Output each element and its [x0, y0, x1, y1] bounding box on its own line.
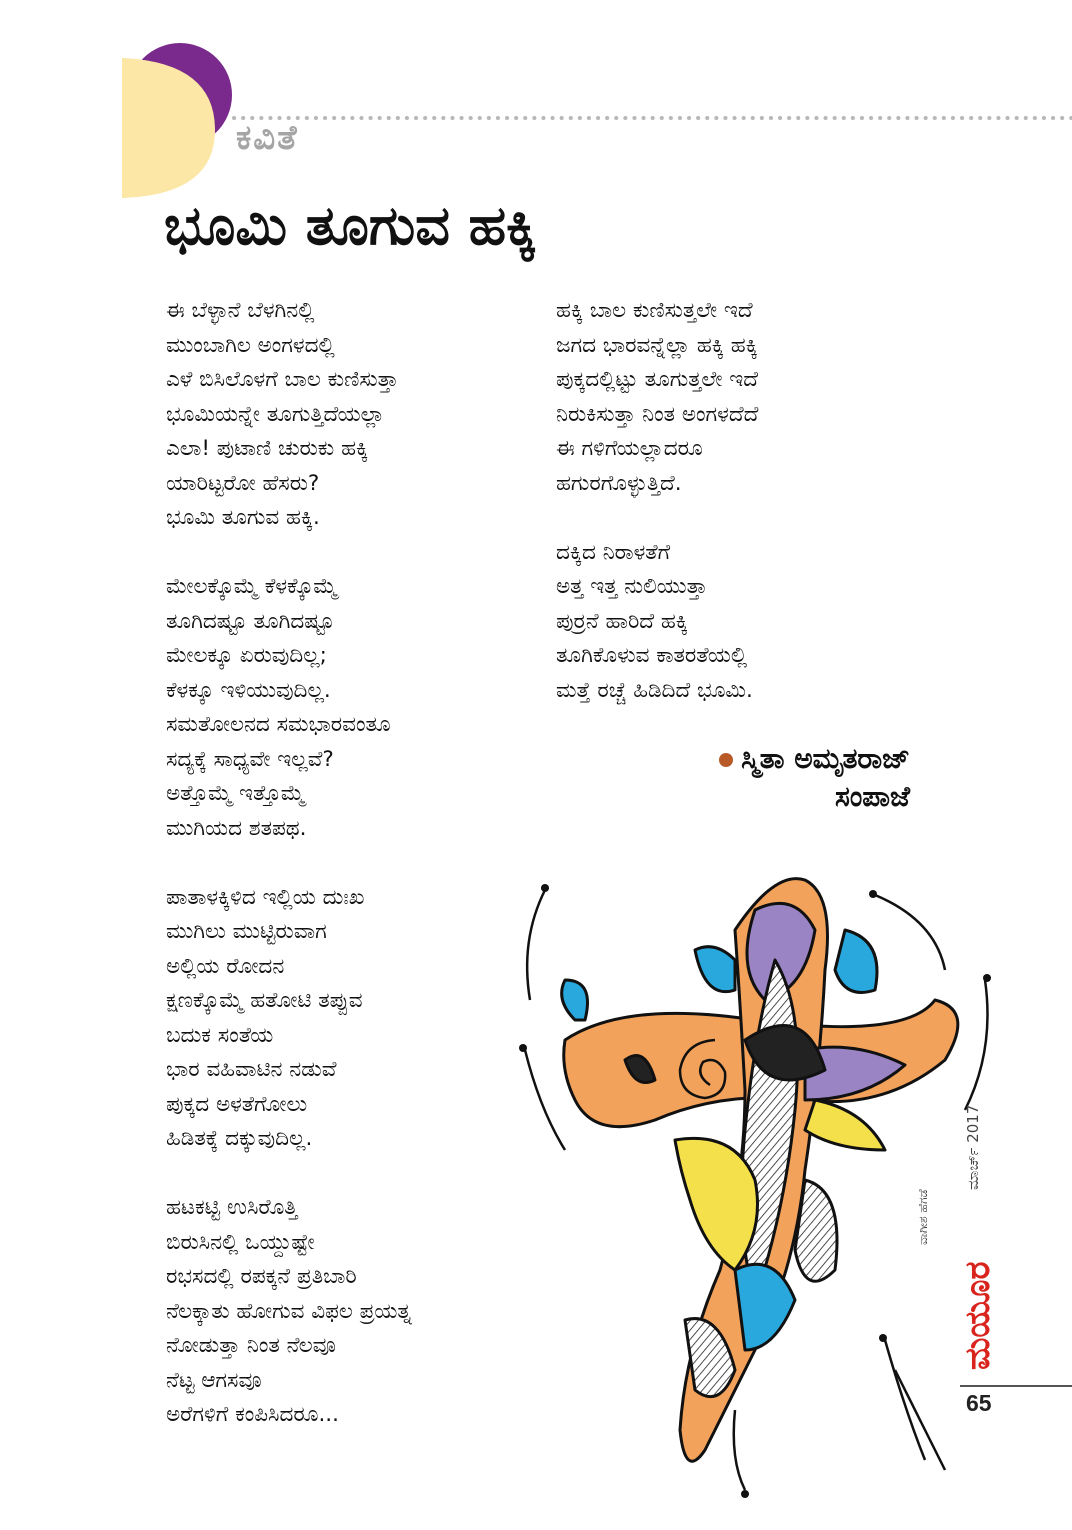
- poem-line: ಮುಂಬಾಗಿಲ ಅಂಗಳದಲ್ಲಿ: [166, 332, 335, 358]
- poem-line: ಪುರ್ರನೆ ಹಾರಿದೆ ಹಕ್ಕಿ: [556, 608, 688, 634]
- poem-line: ಹಗುರಗೊಳ್ಳುತ್ತಿದೆ.: [556, 470, 682, 496]
- poem-line: ನೋಡುತ್ತಾ ನಿಂತ ನೆಲವೂ: [166, 1333, 336, 1358]
- tail-line: [734, 1410, 745, 1490]
- left-lower-line: [525, 1050, 565, 1150]
- poem-line: ಕೆಳಕ್ಕೂ ಇಳಿಯುವುದಿಲ್ಲ.: [166, 677, 331, 703]
- poem-line: ಈ ಗಳಿಗೆಯಲ್ಲಾದರೂ: [556, 436, 703, 461]
- poem-line: ನೆಟ್ಟ ಆಗಸವೂ: [166, 1367, 262, 1393]
- poem-column-left: [166, 294, 412, 1467]
- poem-line: ಸದ್ಯಕ್ಕೆ ಸಾಧ್ಯವೇ ಇಲ್ಲವೆ?: [166, 746, 334, 772]
- blue-head-shape: [835, 930, 877, 993]
- poem-line: ಪಾತಾಳಕ್ಕಿಳಿದ ಇಲ್ಲಿಯ ದುಃಖ: [166, 884, 365, 910]
- blue-beak-shape: [695, 947, 735, 992]
- artist-credit: ವಾಗೀಶ ಹೆಗಡೆ: [916, 1189, 930, 1245]
- poem-stanza: [556, 294, 758, 501]
- poem-line: ಭೂಮಿಯನ್ನೇ ತೂಗುತ್ತಿದೆಯಲ್ಲಾ: [166, 401, 385, 427]
- poem-line: ಅತ್ತೊಮ್ಮೆ ಇತ್ತೊಮ್ಮೆ: [166, 781, 306, 806]
- poem-line: ಮೇಲಕ್ಕೂ ಏರುವುದಿಲ್ಲ;: [166, 643, 327, 668]
- blue-left-tip: [562, 980, 588, 1020]
- poem-line: ಮೇಲಕ್ಕೊಮ್ಮೆ ಕೆಳಕ್ಕೊಮ್ಮೆ: [166, 574, 338, 599]
- author-place: ಸಂಪಾಜೆ: [834, 780, 910, 813]
- page-number: 65: [966, 1390, 992, 1416]
- poem-stanza: [166, 881, 412, 1157]
- poem-line: ಎಳೆ ಬಿಸಿಲೊಳಗೆ ಬಾಲ ಕುಣಿಸುತ್ತಾ: [166, 367, 399, 392]
- left-swirl-line: [527, 890, 545, 1000]
- author-name: ಸ್ಮಿತಾ ಅಮೃತರಾಜ್: [741, 742, 910, 775]
- poem-line: ಮುಗಿಯದ ಶತಪಥ.: [166, 815, 307, 841]
- poem-line: ತೂಗಿಕೊಳುವ ಕಾತರತೆಯಲ್ಲಿ: [556, 643, 748, 668]
- poem-title: ಭೂಮಿ ತೂಗುವ ಹಕ್ಕಿ: [164, 194, 537, 257]
- poem-line: ಹಟಕಟ್ಟಿ ಉಸಿರೊತ್ತಿ: [166, 1195, 298, 1220]
- poem-line: ಸಮತೋಲನದ ಸಮಭಾರವಂತೂ: [166, 712, 391, 737]
- lower-right-line: [885, 1340, 925, 1460]
- blue-lower: [735, 1264, 795, 1350]
- magazine-issue: ಮಾರ್ಚ್ 2017: [964, 1104, 982, 1190]
- poem-line: ಪುಕ್ಕದಲ್ಲಿಟ್ಟು ತೂಗುತ್ತಲೇ ಇದೆ: [556, 367, 758, 392]
- poem-line: ಬಿರುಸಿನಲ್ಲಿ ಒಯ್ದುಷ್ಟೇ: [166, 1229, 315, 1255]
- poem-column-right: [556, 294, 758, 743]
- poem-line: ತೂಗಿದಷ್ಟೂ ತೂಗಿದಷ್ಟೂ: [166, 608, 335, 634]
- poem-line: ಭಾರ ವಹಿವಾಟಿನ ನಡುವೆ: [166, 1057, 337, 1082]
- page-rule: [960, 1385, 1072, 1387]
- poem-line: ಜಗದ ಭಾರವನ್ನೆಲ್ಲಾ ಹಕ್ಕಿ ಹಕ್ಕಿ: [556, 332, 758, 358]
- poem-stanza: [556, 536, 758, 709]
- poem-line: ಪುಕ್ಕದ ಅಳತೆಗೋಲು: [166, 1091, 308, 1117]
- poem-line: ಬದುಕ ಸಂತೆಯ: [166, 1022, 274, 1048]
- author-block: [719, 740, 910, 816]
- magazine-name: ಮಯೂರ: [958, 1261, 998, 1370]
- poem-line: ರಭಸದಲ್ಲಿ ರಪಕ್ಕನೆ ಪ್ರತಿಬಾರಿ: [166, 1264, 357, 1289]
- poem-line: ಕ್ಷಣಕ್ಕೊಮ್ಮೆ ಹತೋಟಿ ತಪ್ಪುವ: [166, 988, 363, 1013]
- poem-stanza: [166, 570, 412, 846]
- poem-stanza: [166, 1191, 412, 1433]
- poem-stanza: [166, 294, 412, 536]
- poem-line: ಮತ್ತೆ ರಚ್ಚೆ ಹಿಡಿದಿದೆ ಭೂಮಿ.: [556, 677, 753, 703]
- lower-right-line-2: [895, 1370, 945, 1470]
- yellow-shape: [805, 1100, 885, 1150]
- poem-line: ಅರೆಗಳಿಗೆ ಕಂಪಿಸಿದರೂ...: [166, 1402, 339, 1427]
- poem-line: ದಕ್ಕಿದ ನಿರಾಳತೆಗೆ: [556, 539, 671, 565]
- poem-line: ಮುಗಿಲು ಮುಟ್ಟಿರುವಾಗ: [166, 919, 327, 944]
- poem-line: ಹಕ್ಕಿ ಬಾಲ ಕುಣಿಸುತ್ತಲೇ ಇದೆ: [556, 298, 753, 323]
- bullet-dot-icon: [719, 753, 733, 767]
- section-label: ಕವಿತೆ: [236, 118, 299, 158]
- poem-line: ನಿರುಕಿಸುತ್ತಾ ನಿಂತ ಅಂಗಳದೆದೆ: [556, 401, 759, 427]
- poem-line: ನೆಲಕ್ಕಾತು ಹೋಗುವ ವಿಫಲ ಪ್ರಯತ್ನ: [166, 1298, 412, 1324]
- poem-line: ಭೂಮಿ ತೂಗುವ ಹಕ್ಕಿ.: [166, 505, 320, 530]
- poem-line: ಅತ್ತ ಇತ್ತ ನುಲಿಯುತ್ತಾ: [556, 574, 708, 599]
- poem-line: ಈ ಬೆಳ್ಳಾನೆ ಬೆಳಗಿನಲ್ಲಿ: [166, 298, 315, 323]
- right-swirl-line: [875, 895, 945, 970]
- poem-line: ಅಲ್ಲಿಯ ರೋದನ: [166, 953, 285, 979]
- poem-line: ಎಲಾ! ಪುಟಾಣಿ ಚುರುಕು ಹಕ್ಕಿ: [166, 436, 369, 461]
- far-right-line: [965, 980, 988, 1110]
- poem-line: ಹಿಡಿತಕ್ಕೆ ದಕ್ಕುವುದಿಲ್ಲ.: [166, 1126, 313, 1151]
- poem-line: ಯಾರಿಟ್ಟರೋ ಹೆಸರು?: [166, 470, 320, 496]
